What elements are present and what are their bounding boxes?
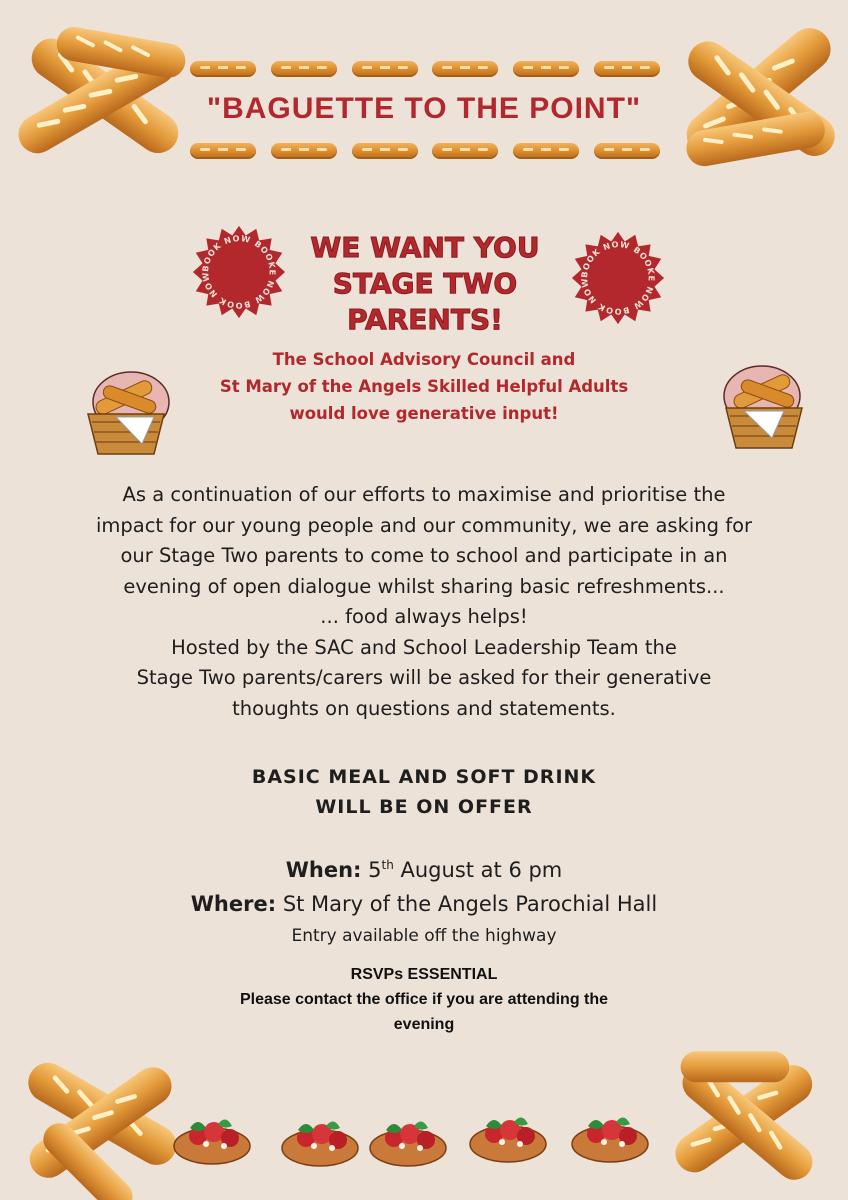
subheading-line: St Mary of the Angels Skilled Helpful Adults <box>219 377 629 396</box>
body-line: Hosted by the SAC and School Leadership Team the <box>171 635 677 659</box>
mini-baguette-icon <box>594 61 660 77</box>
seal-text: BOOK NOW BOOKE NOW BOOK NOW <box>578 239 657 317</box>
subheading <box>0 346 848 427</box>
bruschetta-icon <box>466 1098 550 1168</box>
headline <box>280 230 570 338</box>
book-now-seal-left <box>191 224 287 320</box>
mini-baguette-icon <box>352 143 418 159</box>
bruschetta-icon <box>170 1100 254 1170</box>
subheading-line: would love generative input! <box>289 404 559 423</box>
headline-line: WE WANT YOU <box>310 231 540 264</box>
body-line: our Stage Two parents to come to school and participate in an <box>120 544 728 567</box>
body-line: As a continuation of our efforts to maximise and prioritise the <box>122 483 726 506</box>
when-label: When: <box>285 858 362 882</box>
seal-text: BOOK NOW BOOKE NOW BOOK NOW <box>199 233 278 311</box>
body-line: thoughts on questions and statements. <box>232 696 616 720</box>
mini-baguette-icon <box>513 143 579 159</box>
offer-line: WILL BE ON OFFER <box>315 796 533 818</box>
body-line: impact for our young people and our community, we are asking for <box>95 513 753 537</box>
mini-baguette-icon <box>190 61 256 77</box>
subheading-line: The School Advisory Council and <box>272 350 576 369</box>
baguette-divider-top <box>190 61 660 81</box>
headline-line: PARENTS! <box>347 303 503 336</box>
rsvp-line: Please contact the office if you are attending the <box>239 991 609 1008</box>
page-title: "BAGUETTE TO THE POINT" <box>206 92 642 125</box>
body-line: ... food always helps! <box>320 605 528 628</box>
mini-baguette-icon <box>432 61 498 77</box>
rsvp-notice <box>140 962 708 1037</box>
when-day: 5 <box>368 858 382 882</box>
bruschetta-icon <box>568 1098 652 1168</box>
baguette-divider-bottom <box>190 143 660 163</box>
offer-line: BASIC MEAL AND SOFT DRINK <box>251 766 597 788</box>
event-details <box>0 848 848 951</box>
body-line: Stage Two parents/carers will be asked for their generative <box>136 666 712 689</box>
baguette-cluster-bottom-right-icon <box>654 1046 834 1200</box>
book-now-seal-right <box>570 230 666 326</box>
mini-baguette-icon <box>513 61 579 77</box>
mini-baguette-icon <box>352 61 418 77</box>
mini-baguette-icon <box>432 143 498 159</box>
mini-baguette-icon <box>271 61 337 77</box>
mini-baguette-icon <box>594 143 660 159</box>
bruschetta-icon <box>278 1102 362 1172</box>
body-line: evening of open dialogue whilst sharing basic refreshments... <box>123 574 725 598</box>
rsvp-line: evening <box>393 1016 455 1033</box>
baguette-cluster-bottom-left-icon <box>6 1040 186 1200</box>
mini-baguette-icon <box>190 143 256 159</box>
bruschetta-icon <box>366 1102 450 1172</box>
when-day-suffix: th <box>381 858 394 872</box>
offer-notice <box>0 762 848 822</box>
event-where <box>0 887 848 921</box>
rsvp-heading: RSVPs ESSENTIAL <box>350 966 498 983</box>
where-label: Where: <box>190 892 277 916</box>
body-paragraph <box>40 480 808 724</box>
entry-note: Entry available off the highway <box>291 926 557 946</box>
headline-line: STAGE TWO <box>332 267 518 300</box>
event-when <box>0 848 848 887</box>
mini-baguette-icon <box>271 143 337 159</box>
when-rest: August at 6 pm <box>400 858 563 882</box>
where-value: St Mary of the Angels Parochial Hall <box>282 892 658 916</box>
